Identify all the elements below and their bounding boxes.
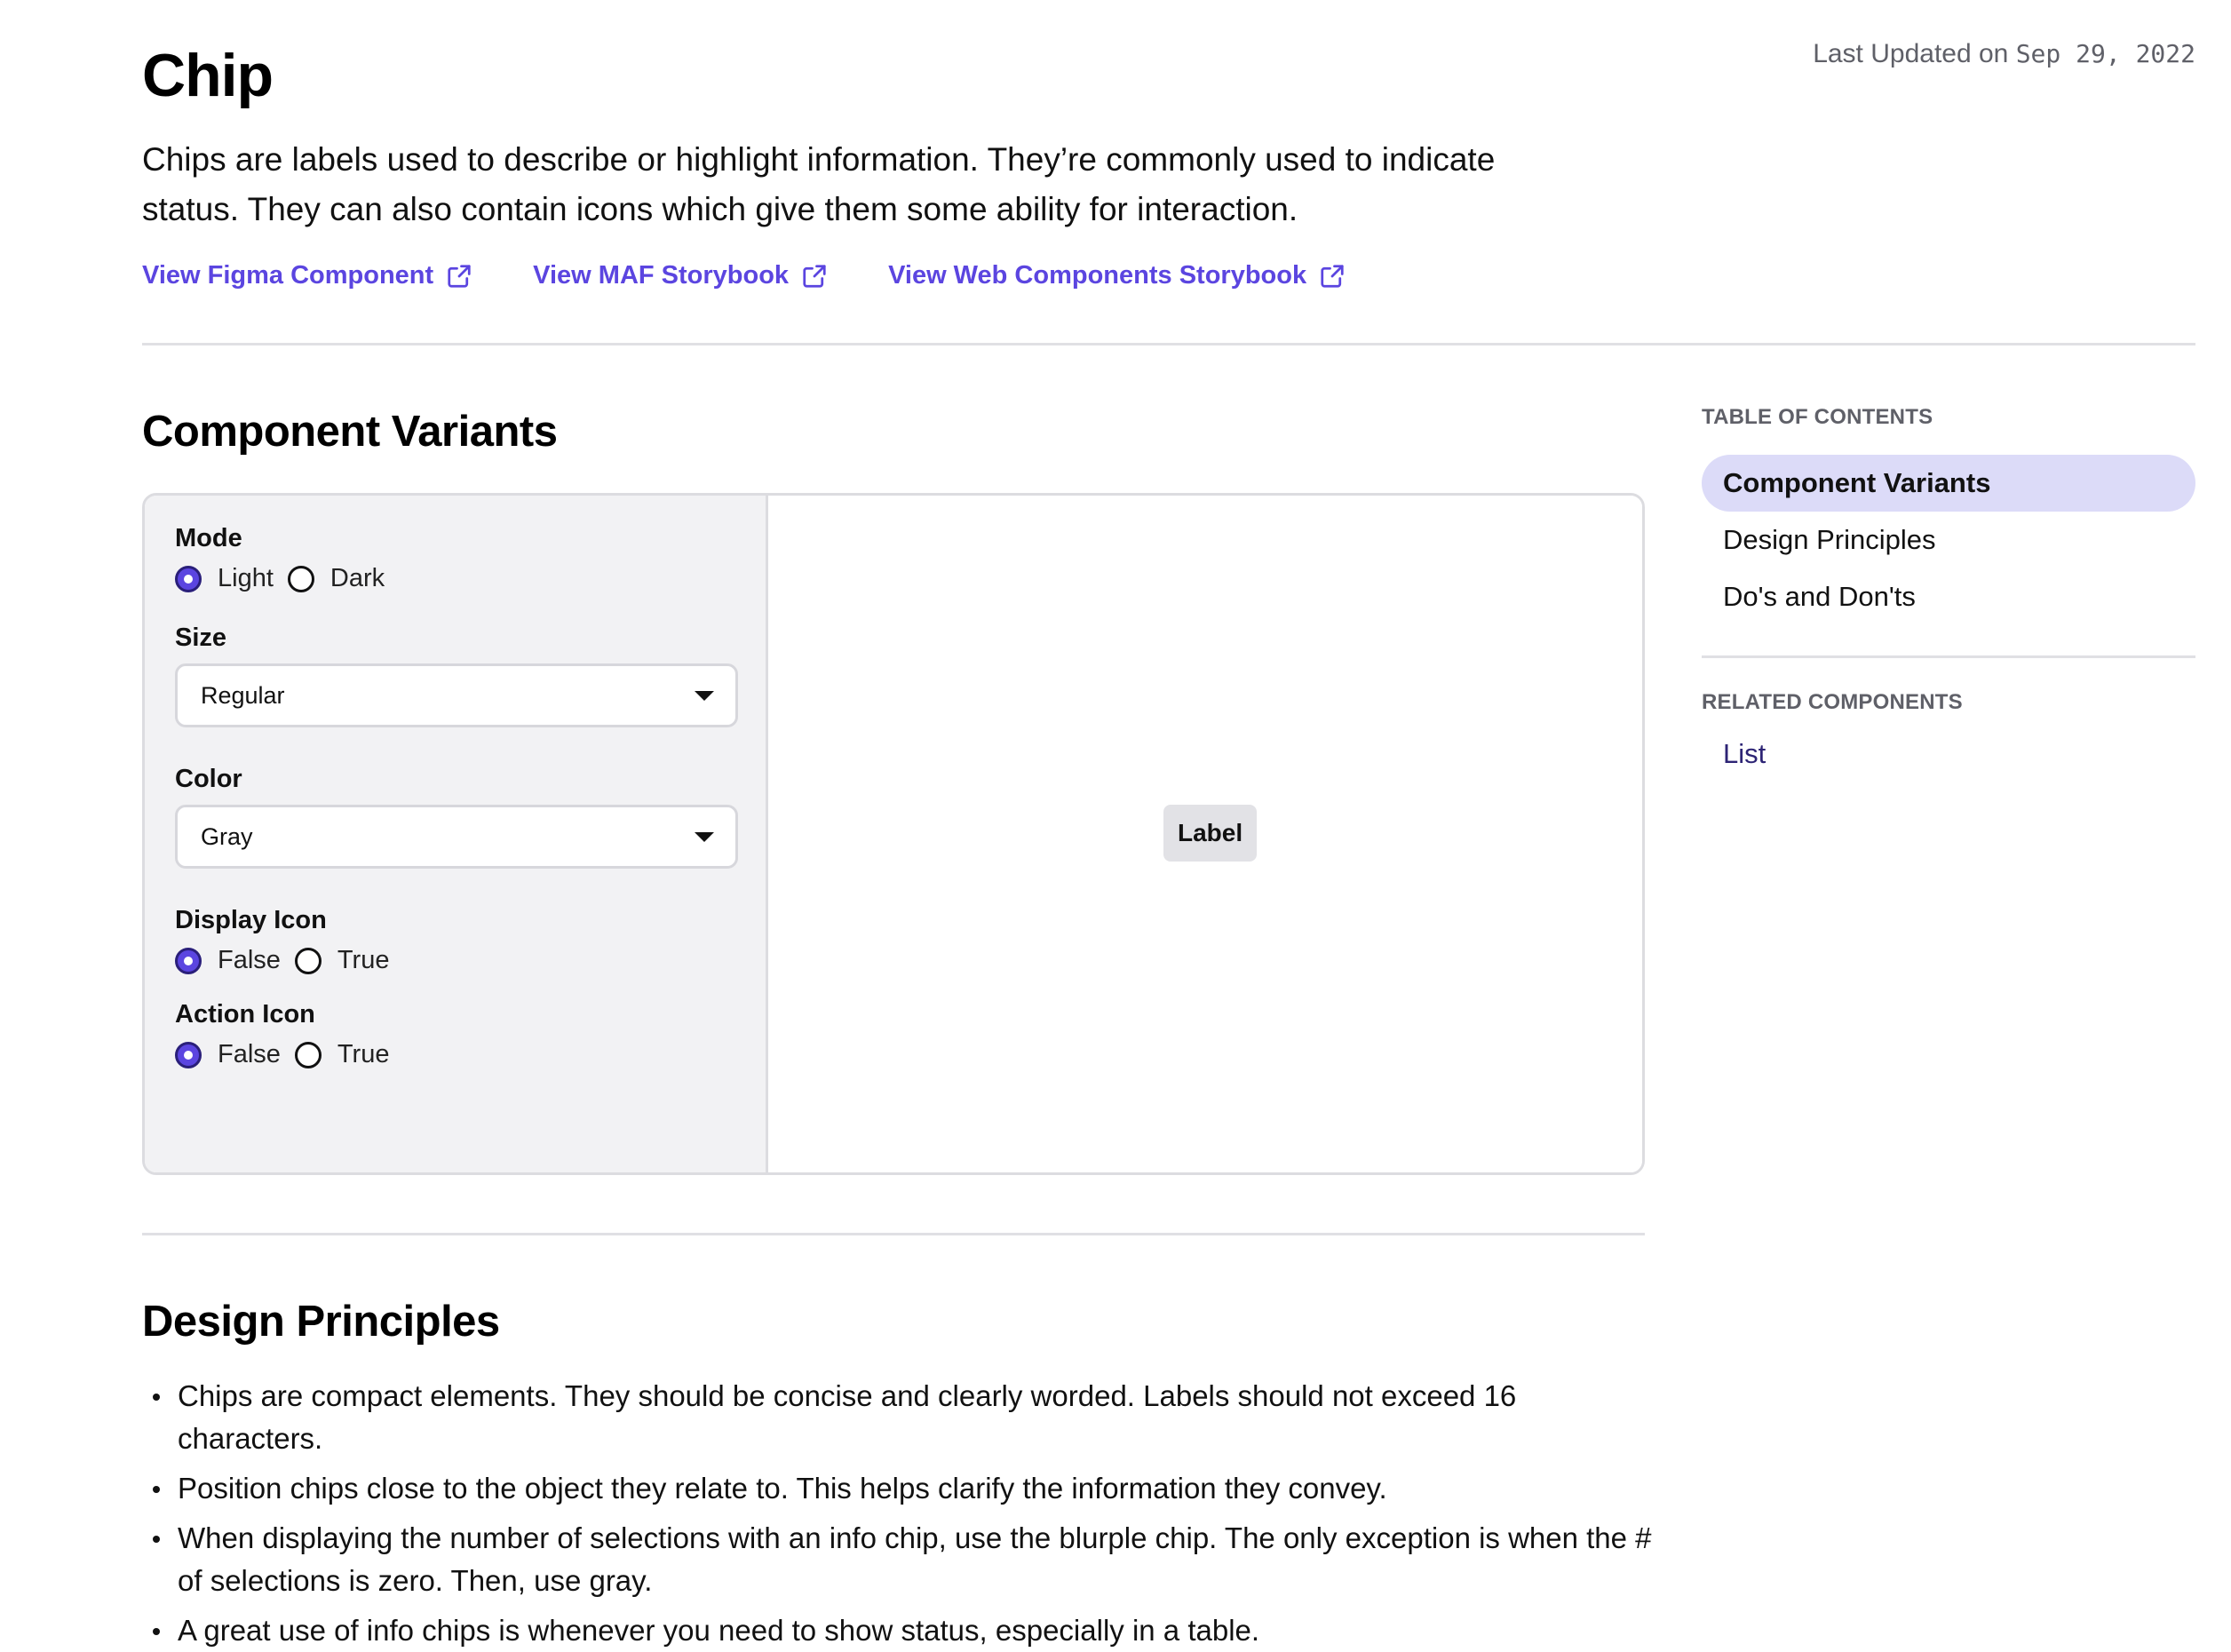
color-select[interactable] xyxy=(175,805,738,869)
page-title: Chip xyxy=(142,42,274,109)
radio-unchecked-icon xyxy=(288,566,314,592)
toc-item-component-variants[interactable]: Component Variants xyxy=(1702,455,2195,512)
list-item: A great use of info chips is whenever you need to show status, especially in a table. xyxy=(142,1609,1652,1652)
related-components-heading: RELATED COMPONENTS xyxy=(1702,690,1963,714)
color-select-value: Gray xyxy=(201,822,253,850)
size-select-value: Regular xyxy=(201,681,285,709)
radio-unchecked-icon xyxy=(295,1042,322,1068)
mode-light-radio[interactable] xyxy=(175,564,274,593)
table-of-contents xyxy=(1702,405,2195,770)
display-icon-true-radio[interactable] xyxy=(295,946,390,975)
toc-divider xyxy=(1702,655,2195,658)
external-link-icon xyxy=(801,263,828,290)
chevron-down-icon xyxy=(695,832,714,842)
variants-playground xyxy=(142,493,1645,1175)
radio-checked-icon xyxy=(175,566,202,592)
display-icon-label: Display Icon xyxy=(175,906,327,934)
mode-dark-label: Dark xyxy=(329,564,385,592)
external-links xyxy=(142,261,1406,290)
display-icon-radio-group xyxy=(175,946,735,975)
mode-light-label: Light xyxy=(218,564,274,592)
size-label: Size xyxy=(175,623,227,652)
page-intro: Chips are labels used to describe or highlight information. They’re commonly used to indicate status. They can also contain icons which give them some ability for interaction. xyxy=(142,141,1496,227)
toc-heading: TABLE OF CONTENTS xyxy=(1702,405,1933,429)
action-icon-true-label: True xyxy=(337,1040,390,1068)
maf-storybook-link[interactable] xyxy=(533,261,828,290)
preview-chip: Label xyxy=(1163,805,1257,862)
action-icon-false-radio[interactable] xyxy=(175,1040,281,1069)
figma-component-link-label: View Figma Component xyxy=(142,261,434,290)
action-icon-label: Action Icon xyxy=(175,1000,315,1029)
radio-checked-icon xyxy=(175,948,202,974)
last-updated xyxy=(1813,39,2195,69)
section-divider xyxy=(142,1233,1645,1235)
variant-controls xyxy=(145,496,768,1172)
design-principles-list xyxy=(142,1375,1652,1652)
size-select[interactable] xyxy=(175,663,738,727)
list-item: When displaying the number of selections with an info chip, use the blurple chip. The only exception is when the # of selections is zero. Then, use gray. xyxy=(142,1517,1652,1602)
toc-item-dos-and-donts[interactable]: Do's and Don'ts xyxy=(1723,581,1916,612)
last-updated-prefix: Last Updated on xyxy=(1813,39,2009,68)
design-principles-title: Design Principles xyxy=(142,1298,500,1346)
action-icon-false-label: False xyxy=(218,1040,281,1068)
component-variants-title: Component Variants xyxy=(142,408,558,456)
last-updated-date: Sep 29, 2022 xyxy=(2015,39,2195,68)
web-components-storybook-link-label: View Web Components Storybook xyxy=(888,261,1307,290)
mode-dark-radio[interactable] xyxy=(288,564,385,593)
action-icon-true-radio[interactable] xyxy=(295,1040,390,1069)
external-link-icon xyxy=(1319,263,1346,290)
chevron-down-icon xyxy=(695,691,714,701)
action-icon-radio-group xyxy=(175,1040,735,1069)
mode-label: Mode xyxy=(175,524,242,552)
figma-component-link[interactable] xyxy=(142,261,472,290)
list-item: Position chips close to the object they relate to. This helps clarify the information they convey. xyxy=(142,1467,1652,1510)
related-link-list[interactable]: List xyxy=(1723,738,1767,769)
header-divider xyxy=(142,343,2195,345)
toc-item-design-principles[interactable]: Design Principles xyxy=(1723,524,1936,555)
display-icon-true-label: True xyxy=(337,946,390,974)
external-link-icon xyxy=(446,263,472,290)
list-item: Chips are compact elements. They should be concise and clearly worded. Labels should not exceed 16 characters. xyxy=(142,1375,1652,1460)
web-components-storybook-link[interactable] xyxy=(888,261,1346,290)
mode-radio-group xyxy=(175,564,735,593)
display-icon-false-label: False xyxy=(218,946,281,974)
variant-preview xyxy=(768,496,1642,1172)
display-icon-false-radio[interactable] xyxy=(175,946,281,975)
radio-checked-icon xyxy=(175,1042,202,1068)
color-label: Color xyxy=(175,765,242,793)
maf-storybook-link-label: View MAF Storybook xyxy=(533,261,790,290)
radio-unchecked-icon xyxy=(295,948,322,974)
